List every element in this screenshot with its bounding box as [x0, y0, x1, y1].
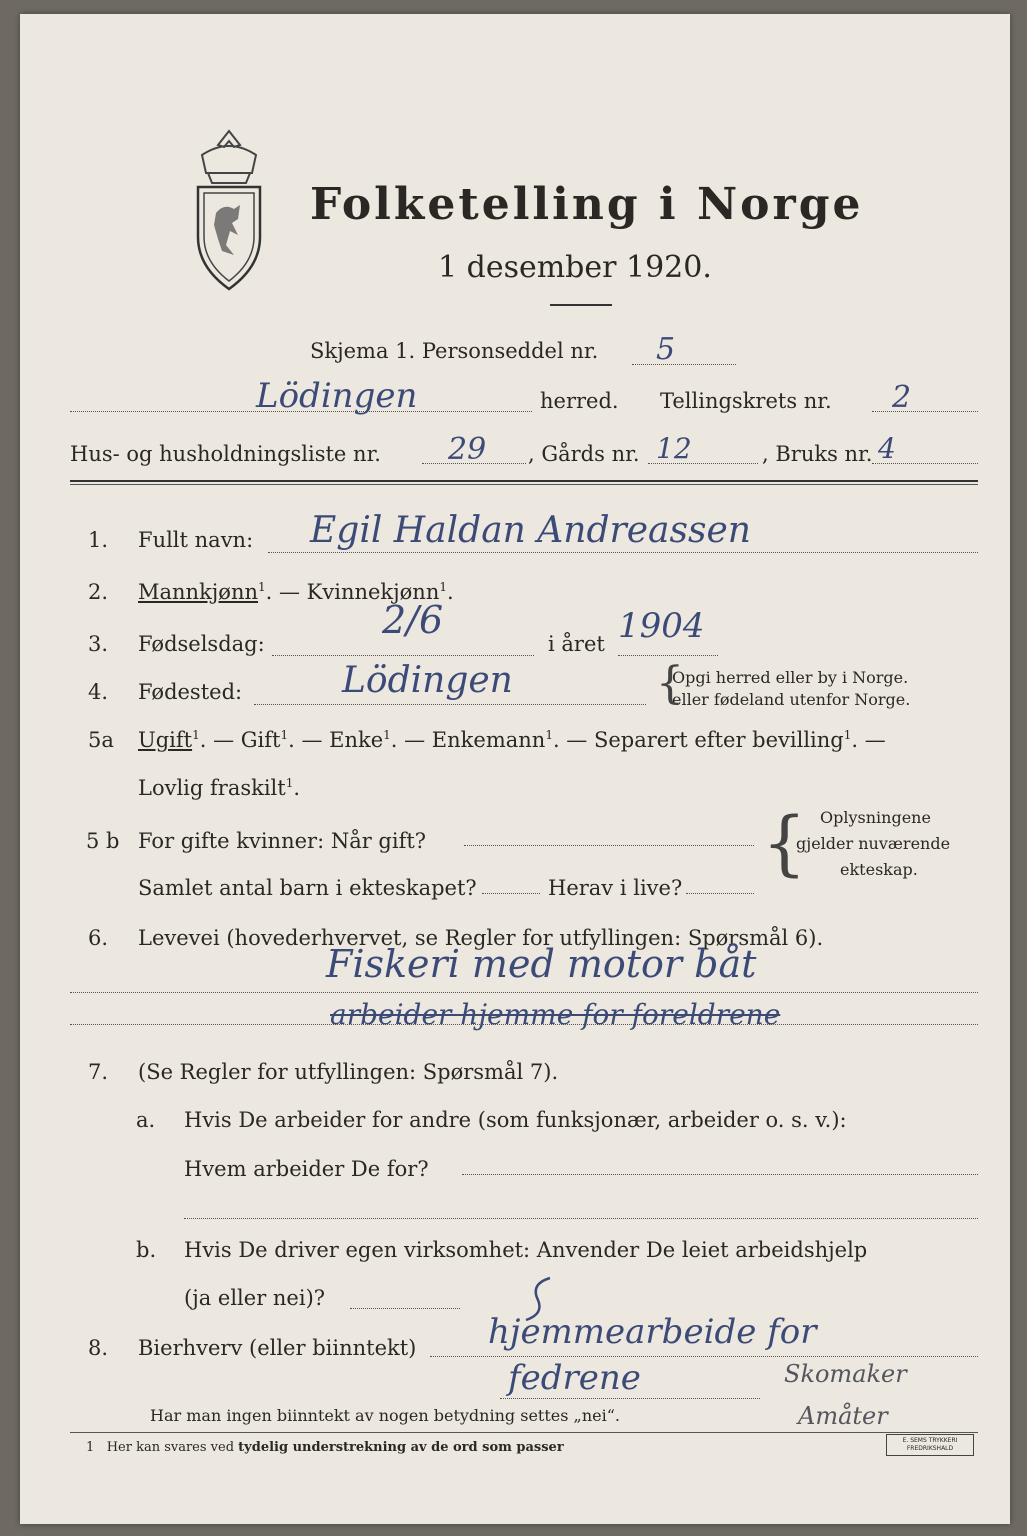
divorced-option[interactable]: Lovlig fraskilt$^1$. [138, 776, 301, 800]
occupation-field-1[interactable] [70, 992, 978, 993]
schema-value: 5 [656, 332, 676, 367]
unmarried-option[interactable]: Ugift [138, 728, 193, 752]
full-name-value: Egil Haldan Andreassen [310, 510, 751, 551]
form-title: Folketelling i Norge [310, 179, 864, 230]
occupation-value-1: Fiskeri med motor båt [326, 942, 757, 986]
q8-note: Har man ingen biinntekt av nogen betydning settes „nei“. [150, 1406, 620, 1425]
gard-label: , Gårds nr. [528, 442, 640, 466]
birthplace-note-2: eller fødeland utenfor Norge. [672, 690, 911, 709]
gard-value: 12 [656, 432, 692, 465]
birthplace-value: Lödingen [342, 660, 513, 701]
year-value: 1904 [618, 606, 705, 646]
title-divider [550, 304, 612, 306]
marriage-note-2: gjelder nuværende [796, 834, 951, 853]
married-when-label: For gifte kvinner: Når gift? [138, 829, 427, 853]
krets-label: Tellingskrets nr. [660, 389, 832, 413]
q7a-question: Hvem arbeider De for? [184, 1157, 429, 1181]
employer-field[interactable] [462, 1174, 978, 1175]
krets-value: 2 [892, 380, 912, 415]
q4-label: Fødested: [138, 680, 243, 704]
year-label: i året [548, 632, 605, 656]
marriage-note-3: ekteskap. [840, 860, 918, 879]
q1-label: Fullt navn: [138, 528, 254, 552]
footnote-rule [70, 1432, 978, 1433]
marriage-note-1: Oplysningene [820, 808, 931, 827]
marital-options: Ugift$^1$. — Gift$^1$. — Enke$^1$. — Enkemann$^1$. — Separert efter bevilling$^1$. — [138, 728, 886, 752]
children-label: Samlet antal barn i ekteskapet? [138, 876, 477, 900]
herred-value: Lödingen [256, 376, 418, 416]
birthplace-note-1: Opgi herred eller by i Norge. [672, 668, 909, 687]
q5b-number: 5 b [86, 829, 120, 853]
q3-number: 3. [88, 632, 109, 656]
schema-label: Skjema 1. Personseddel nr. [310, 339, 599, 363]
married-when-field[interactable] [464, 845, 754, 846]
header-rule [70, 480, 978, 482]
census-form [20, 14, 1010, 1524]
herred-label: herred. [540, 389, 619, 413]
header-rule-thin [70, 484, 978, 485]
q7a-text: Hvis De arbeider for andre (som funksjonær, arbeider o. s. v.): [184, 1108, 847, 1132]
schema-field[interactable] [632, 364, 736, 365]
q6-number: 6. [88, 926, 109, 950]
secondary-income-value-1: hjemmearbeide for [488, 1312, 817, 1352]
secondary-income-value-2: fedrene [508, 1358, 641, 1398]
occupation-value-2: arbeider hjemme for foreldrene [330, 998, 781, 1031]
q6-label: Levevei (hovederhvervet, se Regler for utfyllingen: Spørsmål 6). [138, 926, 824, 950]
q8-label: Bierhverv (eller biinntekt) [138, 1336, 417, 1360]
alive-field[interactable] [686, 893, 754, 894]
q2-number: 2. [88, 580, 109, 604]
bruk-label: , Bruks nr. [762, 442, 873, 466]
q7a-letter: a. [136, 1108, 156, 1132]
hus-label: Hus- og husholdningsliste nr. [70, 442, 381, 466]
census-date: 1 desember 1920. [438, 250, 712, 285]
q5a-number: 5a [88, 728, 114, 752]
footnote: 1 Her kan svares ved tydelig understrekning av de ord som passer [86, 1440, 564, 1455]
bruk-value: 4 [878, 432, 896, 465]
q7b-question: (ja eller nei)? [184, 1286, 326, 1310]
brace-icon: { [762, 802, 807, 884]
year-field[interactable] [618, 655, 718, 656]
printer-stamp: E. SEMS TRYKKERI FREDRIKSHALD [886, 1434, 974, 1456]
coat-of-arms-icon [188, 127, 270, 297]
male-option[interactable]: Mannkjønn [138, 580, 259, 604]
birthplace-field[interactable] [254, 704, 646, 705]
q7b-letter: b. [136, 1238, 157, 1262]
employer-field-2[interactable] [184, 1218, 978, 1219]
secondary-income-field-2[interactable] [500, 1398, 760, 1399]
hus-value: 29 [448, 432, 487, 467]
brace-icon: { [656, 658, 684, 709]
full-name-field[interactable] [268, 552, 978, 553]
q3-label: Fødselsdag: [138, 632, 265, 656]
q7-number: 7. [88, 1060, 109, 1084]
hired-help-field[interactable] [350, 1308, 460, 1309]
sex-options: Mannkjønn$^1$. — Kvinnekjønn$^1$. [138, 580, 454, 604]
q1-number: 1. [88, 528, 109, 552]
q7-label: (Se Regler for utfyllingen: Spørsmål 7). [138, 1060, 559, 1084]
krets-field[interactable] [872, 411, 978, 412]
secondary-income-value-3: Skomaker [784, 1360, 907, 1388]
birthday-value: 2/6 [382, 598, 444, 642]
secondary-income-value-4: Amåter [798, 1402, 888, 1430]
birthday-field[interactable] [272, 655, 534, 656]
q8-number: 8. [88, 1336, 109, 1360]
q4-number: 4. [88, 680, 109, 704]
q7b-text: Hvis De driver egen virksomhet: Anvender De leiet arbeidshjelp [184, 1238, 868, 1262]
secondary-income-field[interactable] [430, 1356, 978, 1357]
children-field[interactable] [482, 893, 540, 894]
alive-label: Herav i live? [548, 876, 683, 900]
